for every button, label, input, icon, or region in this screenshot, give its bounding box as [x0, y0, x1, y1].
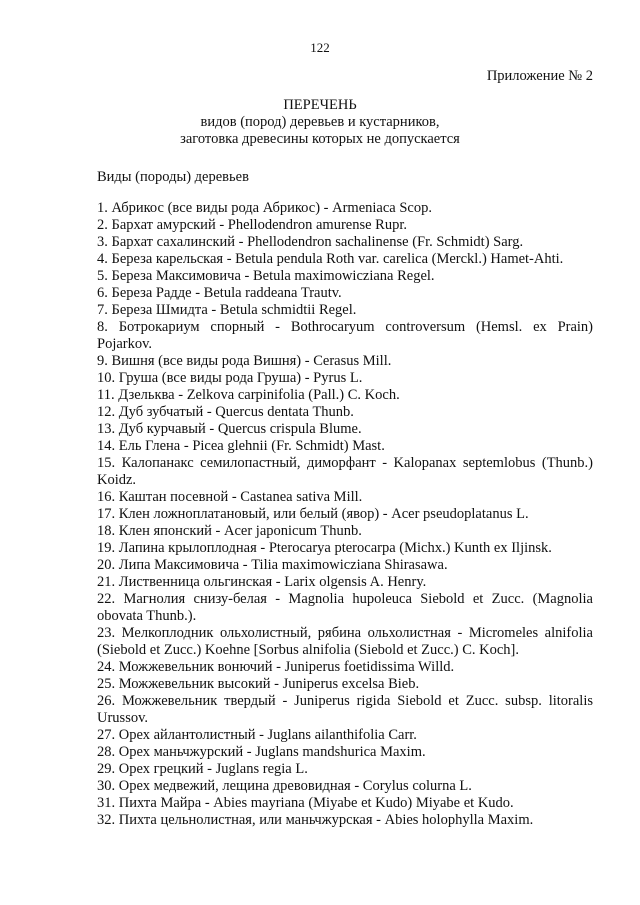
list-item: 22. Магнолия снизу-белая - Magnolia hupoleuca Siebold et Zucc. (Magnolia obovata Thunb.).	[97, 591, 593, 624]
list-item: 27. Орех айлантолистный - Juglans ailanthifolia Carr.	[97, 727, 417, 743]
list-item: 9. Вишня (все виды рода Вишня) - Cerasus Mill.	[97, 353, 392, 369]
section-heading: Виды (породы) деревьев	[97, 169, 249, 185]
list-item: 19. Лапина крылоплодная - Pterocarya pterocarpa (Michx.) Kunth ex Iljinsk.	[97, 540, 552, 556]
species-list	[97, 200, 593, 829]
list-item: 24. Можжевельник вонючий - Juniperus foetidissima Willd.	[97, 659, 455, 675]
list-item: 23. Мелкоплодник ольхолистный, рябина ольхолистная - Micromeles alnifolia (Siebold et Zucc.) Koehne [Sorbus alnifolia (Siebold et Zucc.) C. Koch].	[97, 625, 593, 658]
page-number: 122	[310, 40, 330, 55]
list-item: 4. Береза карельская - Betula pendula Roth var. carelica (Merckl.) Hamet-Ahti.	[97, 251, 564, 267]
list-item: 2. Бархат амурский - Phellodendron amurense Rupr.	[97, 217, 407, 233]
list-item: 15. Калопанакс семилопастный, диморфант - Kalopanax septemlobus (Thunb.) Koidz.	[97, 455, 593, 488]
list-item: 5. Береза Максимовича - Betula maximowicziana Regel.	[97, 268, 435, 284]
list-item: 28. Орех маньчжурский - Juglans mandshurica Maxim.	[97, 744, 426, 760]
list-item: 32. Пихта цельнолистная, или маньчжурская - Abies holophylla Maxim.	[97, 812, 534, 828]
title-line-2: видов (пород) деревьев и кустарников,	[200, 114, 440, 130]
list-item: 12. Дуб зубчатый - Quercus dentata Thunb.	[97, 404, 354, 420]
list-item: 18. Клен японский - Acer japonicum Thunb.	[97, 523, 362, 539]
document-title	[0, 97, 640, 148]
list-item: 20. Липа Максимовича - Tilia maximowicziana Shirasawa.	[97, 557, 448, 573]
list-item: 31. Пихта Майра - Abies mayriana (Miyabe et Kudo) Miyabe et Kudo.	[97, 795, 514, 811]
list-item: 6. Береза Радде - Betula raddeana Trautv.	[97, 285, 342, 301]
list-item: 1. Абрикос (все виды рода Абрикос) - Armeniaca Scop.	[97, 200, 432, 216]
list-item: 3. Бархат сахалинский - Phellodendron sachalinense (Fr. Schmidt) Sarg.	[97, 234, 524, 250]
list-item: 13. Дуб курчавый - Quercus crispula Blume.	[97, 421, 362, 437]
list-item: 30. Орех медвежий, лещина древовидная - Corylus colurna L.	[97, 778, 472, 794]
list-item: 26. Можжевельник твердый - Juniperus rigida Siebold et Zucc. subsp. litoralis Urussov.	[97, 693, 593, 726]
title-line-1: ПЕРЕЧЕНЬ	[283, 97, 357, 113]
list-item: 25. Можжевельник высокий - Juniperus excelsa Bieb.	[97, 676, 420, 692]
list-item: 7. Береза Шмидта - Betula schmidtii Regel.	[97, 302, 357, 318]
list-item: 16. Каштан посевной - Castanea sativa Mill.	[97, 489, 363, 505]
appendix-label: Приложение № 2	[486, 68, 593, 84]
list-item: 11. Дзельква - Zelkova carpinifolia (Pall.) C. Koch.	[97, 387, 400, 403]
title-line-3: заготовка древесины которых не допускается	[180, 131, 460, 147]
list-item: 29. Орех грецкий - Juglans regia L.	[97, 761, 308, 777]
list-item: 10. Груша (все виды рода Груша) - Pyrus L.	[97, 370, 363, 386]
list-item: 21. Лиственница ольгинская - Larix olgensis A. Henry.	[97, 574, 427, 590]
list-item: 8. Ботрокариум спорный - Bothrocaryum controversum (Hemsl. ex Prain) Pojarkov.	[97, 319, 593, 352]
list-item: 17. Клен ложноплатановый, или белый (явор) - Acer pseudoplatanus L.	[97, 506, 529, 522]
list-item: 14. Ель Глена - Picea glehnii (Fr. Schmidt) Mast.	[97, 438, 385, 454]
